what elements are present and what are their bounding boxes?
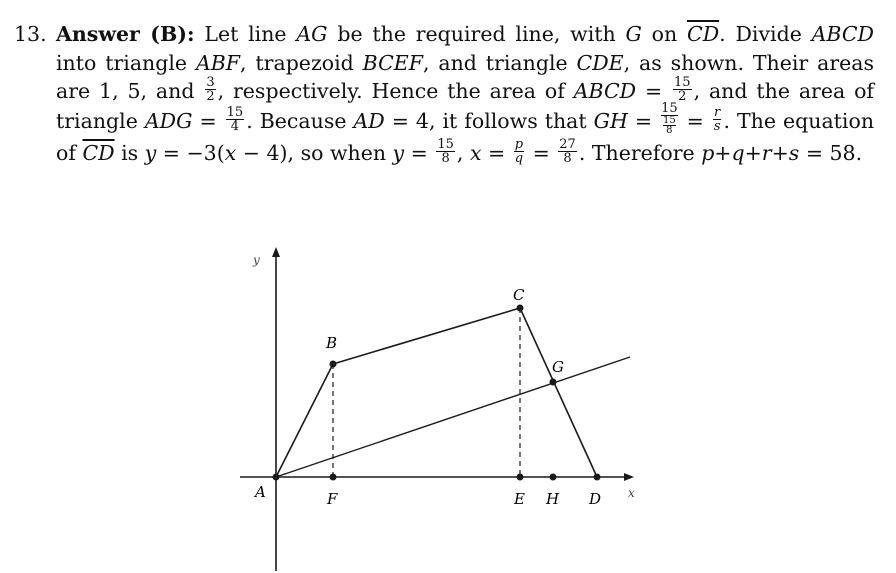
math-var: y <box>144 141 157 165</box>
answer-heading: Answer (B): <box>56 22 195 46</box>
numerator: 15 <box>437 137 454 152</box>
numerator: 15 <box>661 101 678 116</box>
text-run: . Divide <box>719 22 812 46</box>
numerator: r <box>714 105 721 120</box>
text-run: = −3( <box>156 141 225 165</box>
math-expression: p+q+r+s <box>701 141 800 165</box>
x-axis-label: x <box>628 486 635 500</box>
numerator: 15 <box>674 75 691 90</box>
text-run: = <box>636 79 672 103</box>
math-segment: $\overline{CD}$ <box>687 22 720 46</box>
text-run: = <box>404 141 435 165</box>
label-h: H <box>546 490 560 508</box>
denominator: 8 <box>563 151 572 166</box>
math-var: ABF <box>195 50 241 75</box>
text-run: − 4), so when <box>236 141 393 165</box>
numerator: 3 <box>206 75 215 90</box>
text-run: , <box>456 141 470 165</box>
point-d <box>594 474 601 481</box>
label-e: E <box>514 490 525 508</box>
math-var: y <box>392 141 405 165</box>
math-var: G <box>625 22 642 46</box>
point-e <box>517 474 524 481</box>
math-segment: $\overline{CD}$ <box>82 141 115 165</box>
text-run: , and triangle <box>422 50 577 75</box>
math-var: BCEF <box>362 50 423 75</box>
label-d: D <box>589 490 602 508</box>
text-run: , as shown. Their areas are 1, 5, and <box>56 50 875 103</box>
text-run: into triangle <box>56 50 196 75</box>
point-h <box>550 474 557 481</box>
text-run: , respectively. Hence the area of <box>217 79 574 103</box>
text-run: = 4, it follows that <box>384 109 594 133</box>
denominator: 8 <box>666 125 673 136</box>
math-var: AD <box>353 109 385 133</box>
text-run: is <box>114 141 145 165</box>
text-run: , and the area of triangle <box>56 79 874 133</box>
line-ag <box>276 357 630 477</box>
math-var: ADG <box>144 109 193 133</box>
denominator: 2 <box>678 89 687 104</box>
numerator: p <box>514 137 524 152</box>
point-a <box>273 474 280 481</box>
problem-number: 13. <box>14 22 47 46</box>
text-run: on <box>641 22 688 46</box>
text-run: be the required line, with <box>327 22 626 46</box>
denominator: s <box>713 119 721 134</box>
point-f <box>330 474 337 481</box>
math-var: CDE <box>576 50 624 75</box>
denominator: 8 <box>441 151 450 166</box>
point-c <box>517 305 524 312</box>
text-run: . Because <box>246 109 354 133</box>
text-run: = <box>192 109 224 133</box>
math-var: x <box>224 141 237 165</box>
math-var: GH <box>593 109 628 133</box>
label-f: F <box>327 490 338 508</box>
label-a: A <box>255 483 266 501</box>
math-var: ABCD <box>573 79 637 103</box>
denominator: 4 <box>230 119 240 134</box>
y-axis-label: y <box>253 253 260 267</box>
text-run: = <box>481 141 512 165</box>
denominator: q <box>514 151 524 166</box>
math-var: ABCD <box>811 22 874 46</box>
label-g: G <box>552 358 564 376</box>
label-b: B <box>326 334 338 352</box>
math-var: AG <box>296 22 328 46</box>
numerator: 15 <box>662 115 676 126</box>
numerator: 15 <box>226 105 244 120</box>
text-run: = <box>627 109 660 133</box>
numerator: 27 <box>559 137 576 152</box>
text-run: = <box>679 109 711 133</box>
text-run: . The equation of <box>56 109 875 165</box>
quadrilateral-abcd <box>276 308 597 477</box>
text-run: = <box>526 141 557 165</box>
text-run: Let line <box>194 22 297 46</box>
point-b <box>330 361 337 368</box>
text-run: = 58. <box>799 141 863 165</box>
text-run: , trapezoid <box>240 50 363 75</box>
text-run: . Therefore <box>578 141 702 165</box>
label-c: C <box>513 286 525 304</box>
point-g <box>550 379 557 386</box>
denominator: 2 <box>206 89 215 104</box>
math-var: x <box>469 141 482 165</box>
